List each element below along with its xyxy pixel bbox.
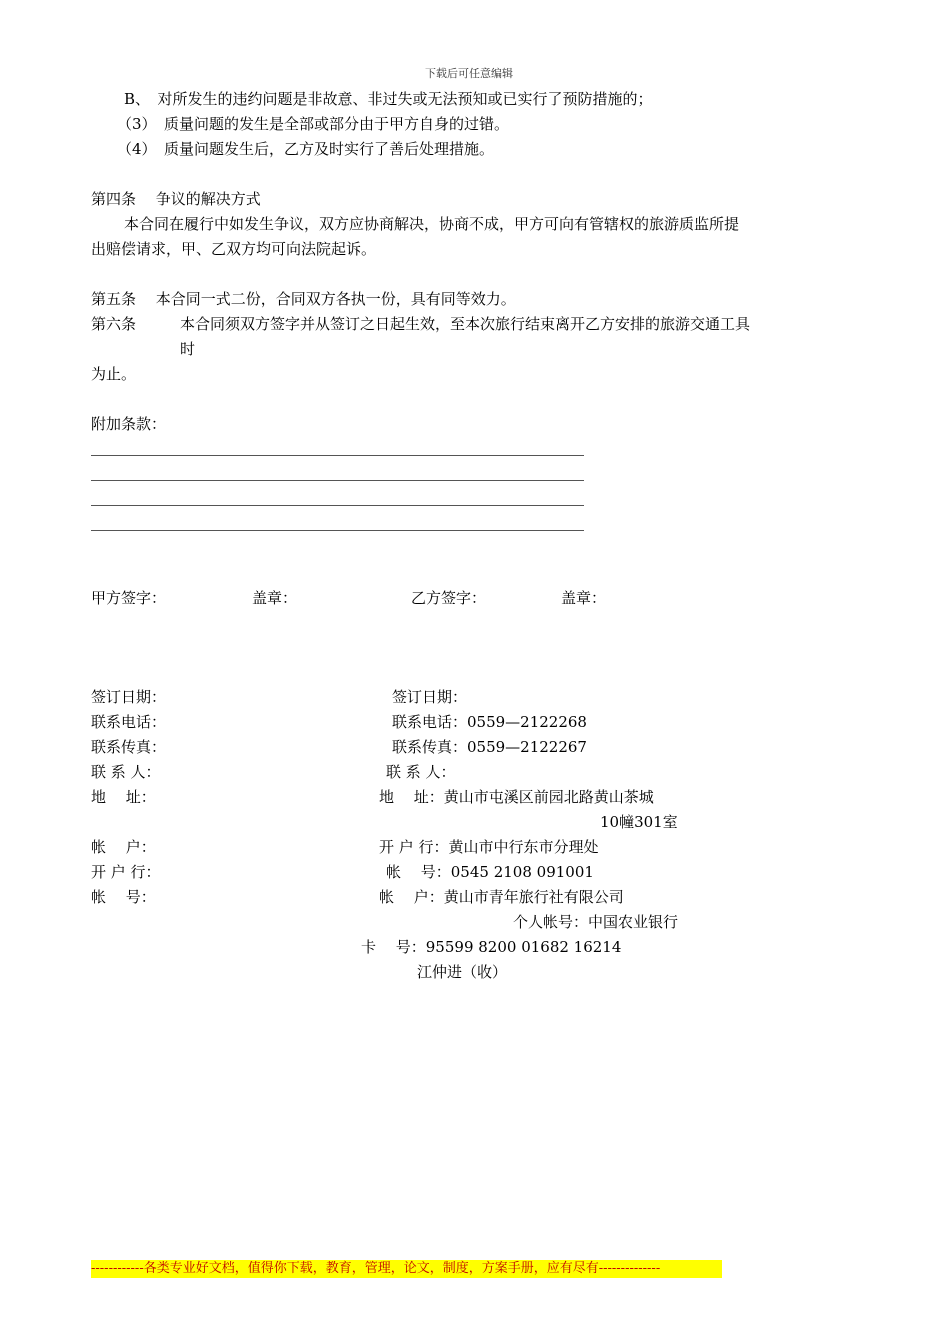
article-6-body-line1: 本合同须双方签字并从签订之日起生效，至本次旅行结束离开乙方安排的旅游交通工具 [180, 315, 751, 333]
party-b-fax: 联系传真：0559—2122267 [392, 738, 587, 756]
party-a-address: 地 址： [91, 788, 156, 806]
party-b-phone: 联系电话：0559—2122268 [392, 713, 587, 731]
party-b-address-room: 10幢301室 [600, 813, 678, 831]
addendum-blank-line [91, 530, 584, 531]
article-4-body-line1: 本合同在履行中如发生争议，双方应协商解决，协商不成，甲方可向有管辖权的旅游质监所提 [124, 215, 740, 233]
party-a-signature-label: 甲方签字： [91, 589, 167, 607]
party-a-sign-date: 签订日期： [91, 688, 167, 706]
article-6-body-line3: 为止。 [91, 365, 137, 383]
clause-item-4: （4） 质量问题发生后，乙方及时实行了善后处理措施。 [117, 140, 495, 158]
party-b-personal-account: 个人帐号：中国农业银行 [513, 913, 679, 931]
party-b-account-no: 帐 号：0545 2108 091001 [386, 863, 594, 881]
party-a-seal-label: 盖章： [252, 589, 298, 607]
article-5: 第五条 本合同一式二份，合同双方各执一份，具有同等效力。 [91, 290, 516, 308]
party-a-contact: 联 系 人： [91, 763, 161, 781]
party-a-bank: 开 户 行： [91, 863, 161, 881]
article-6-body-line2: 时 [180, 340, 196, 358]
party-b-contact: 联 系 人： [386, 763, 456, 781]
party-b-sign-date: 签订日期： [392, 688, 468, 706]
party-a-phone: 联系电话： [91, 713, 167, 731]
party-a-account-no: 帐 号： [91, 888, 156, 906]
party-b-signature-label: 乙方签字： [411, 589, 487, 607]
party-b-account-holder: 江仲进（收） [417, 963, 508, 981]
article-4-title: 第四条 争议的解决方式 [91, 190, 261, 208]
party-b-account-name: 帐 户：黄山市青年旅行社有限公司 [379, 888, 624, 906]
clause-item-3: （3） 质量问题的发生是全部或部分由于甲方自身的过错。 [117, 115, 510, 133]
page-header-note: 下载后可任意编辑 [425, 67, 513, 80]
addendum-blank-line [91, 480, 584, 481]
party-b-card-no: 卡 号：95599 8200 01682 16214 [361, 938, 622, 956]
party-a-fax: 联系传真： [91, 738, 167, 756]
clause-b-item: B、 对所发生的违约问题是非故意、非过失或无法预知或已实行了预防措施的； [124, 90, 653, 108]
addendum-label: 附加条款： [91, 415, 167, 433]
party-b-bank: 开 户 行：黄山市中行东市分理处 [379, 838, 599, 856]
party-a-account-name: 帐 户： [91, 838, 156, 856]
addendum-blank-line [91, 455, 584, 456]
footer-promo-banner: ------------各类专业好文档，值得你下载，教育，管理，论文，制度，方案手册，应有尽有-------------- [91, 1260, 722, 1278]
party-b-seal-label: 盖章： [561, 589, 607, 607]
article-6-label: 第六条 [91, 315, 137, 333]
addendum-blank-line [91, 505, 584, 506]
article-4-body-line2: 出赔偿请求，甲、乙双方均可向法院起诉。 [91, 240, 377, 258]
party-b-address: 地 址：黄山市屯溪区前园北路黄山茶城 [379, 788, 654, 806]
